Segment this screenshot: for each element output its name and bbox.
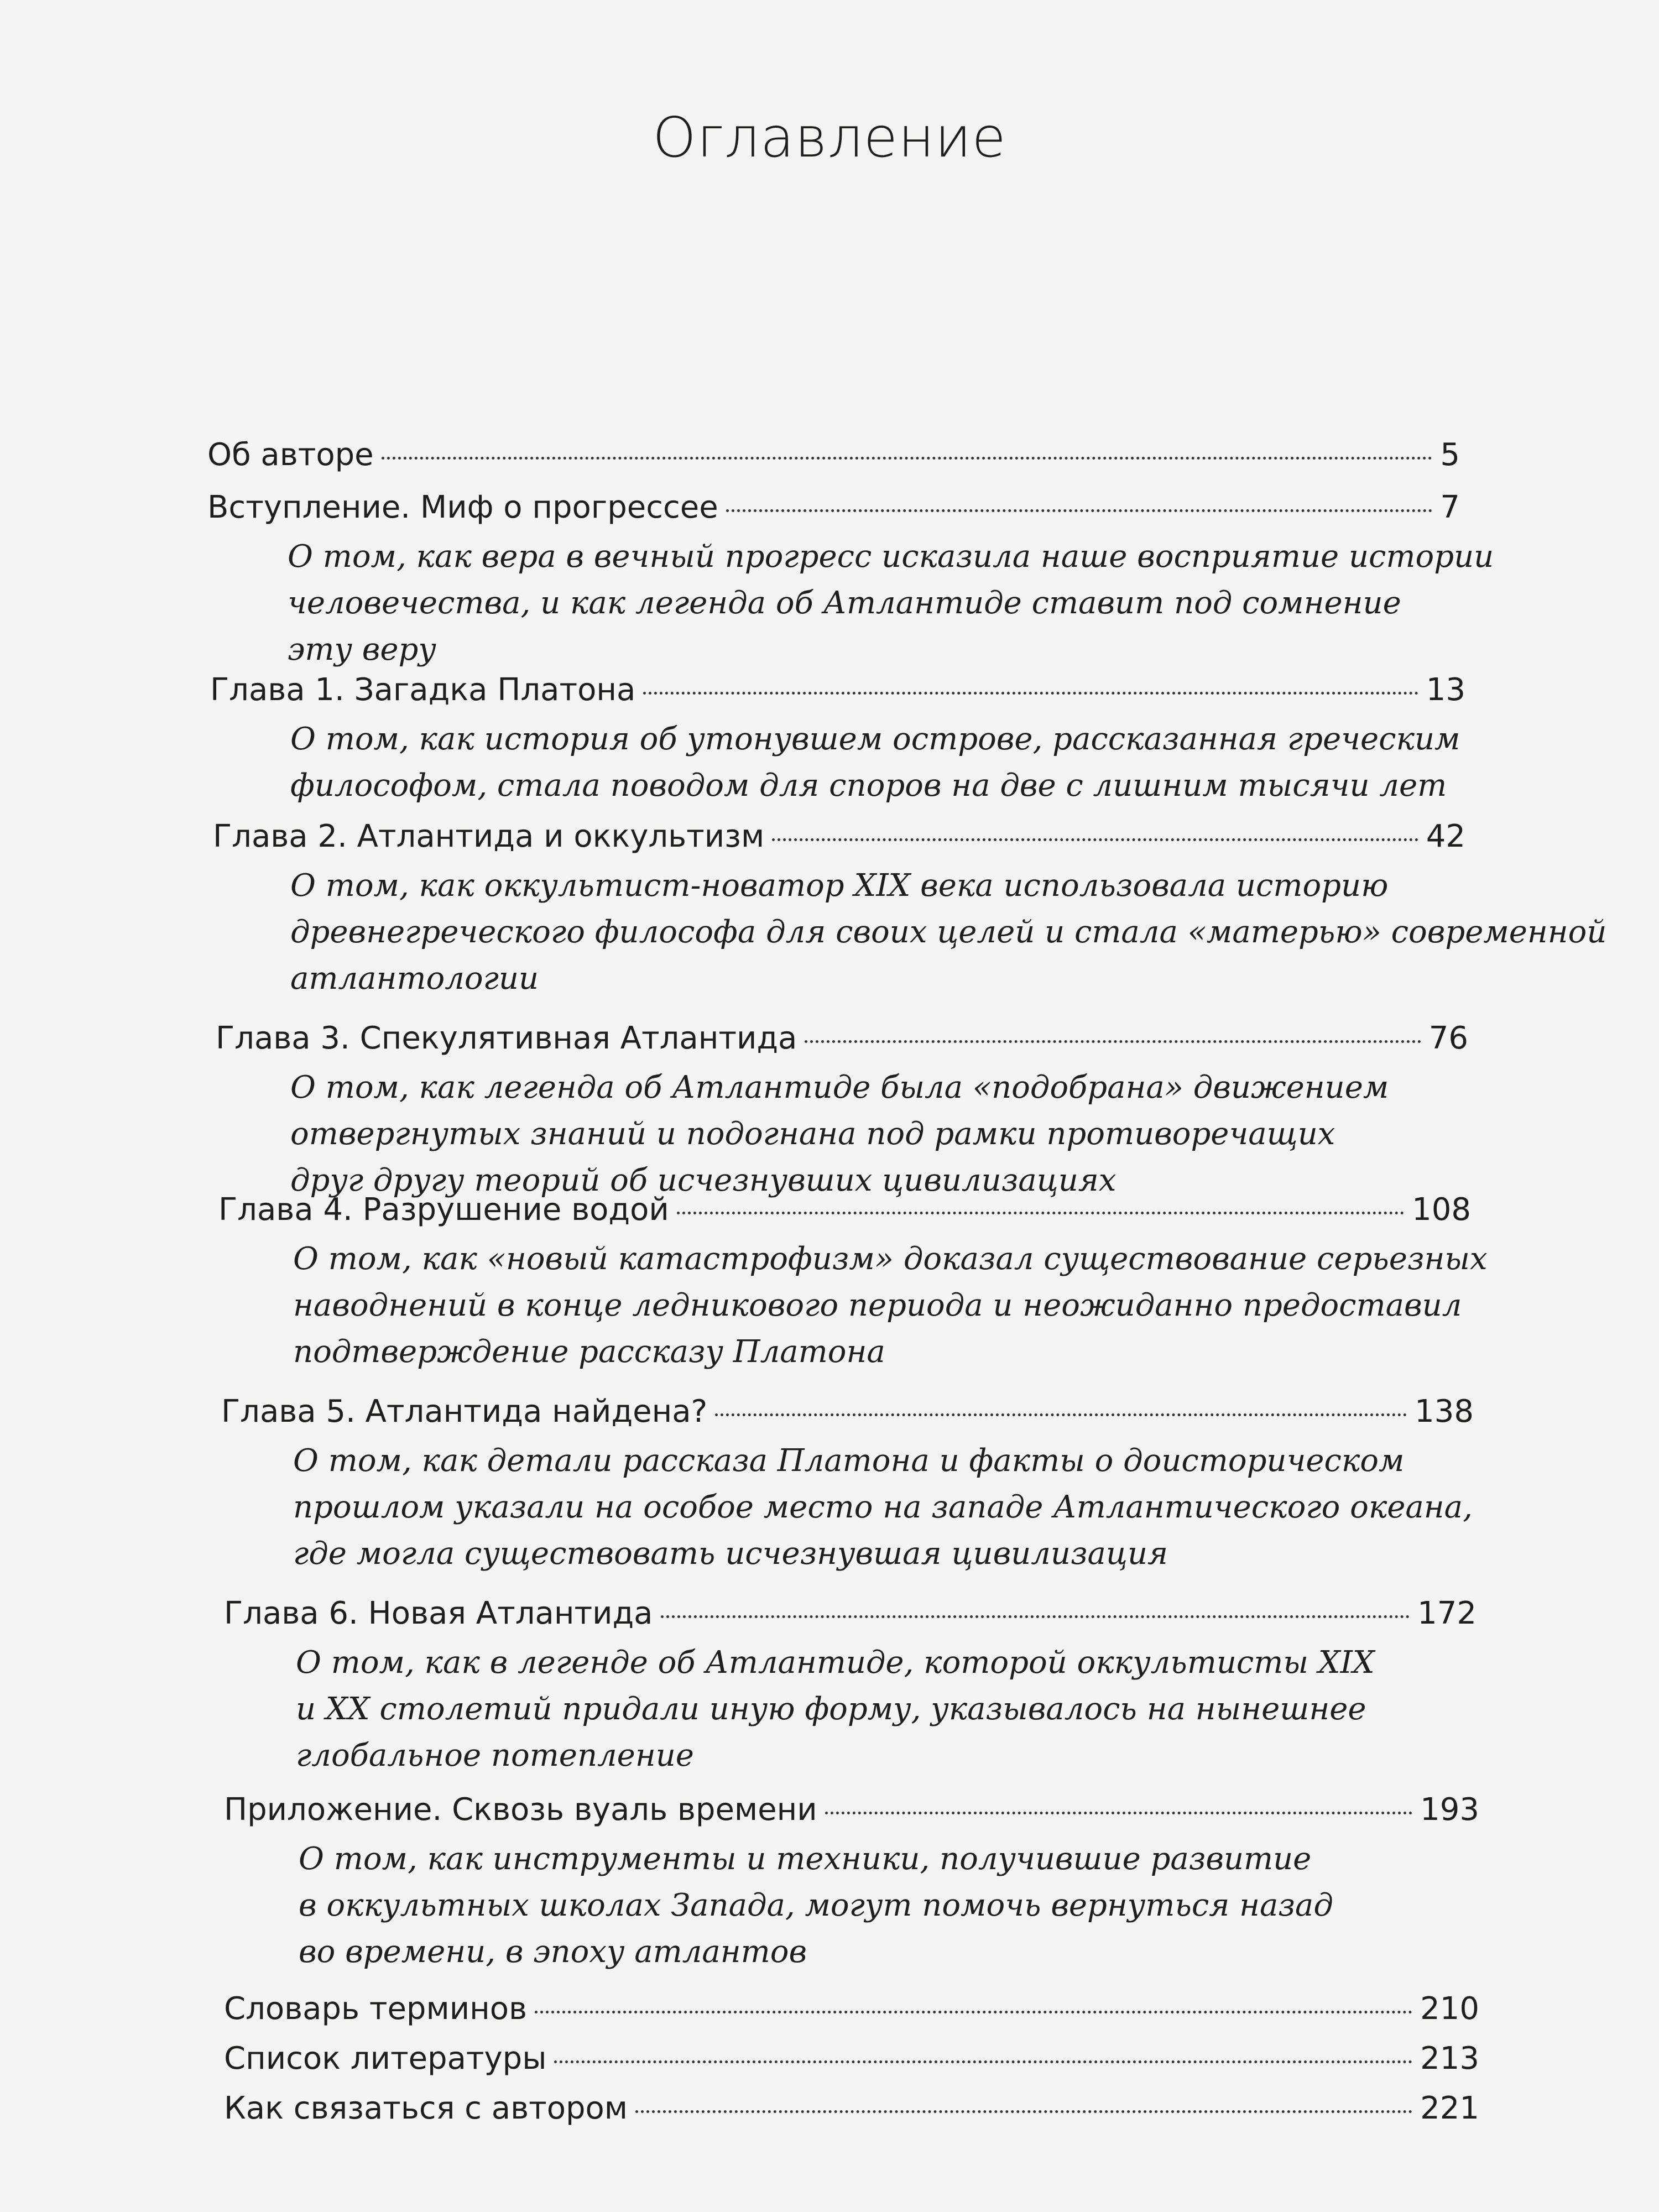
toc-entry	[224, 1991, 1479, 2027]
toc-entry	[207, 489, 1460, 525]
toc-entry-description	[299, 1836, 1333, 1975]
toc-entry-title: Словарь терминов	[224, 1991, 527, 2027]
toc-entry-title: Как связаться с автором	[224, 2090, 628, 2126]
toc-entry-title: Глава 5. Атлантида найдена?	[221, 1394, 708, 1430]
toc-entry-title: Глава 4. Разрушение водой	[218, 1192, 669, 1228]
toc-entry-title: Список литературы	[224, 2041, 547, 2077]
toc-entry-title: Об авторе	[207, 437, 374, 473]
dot-leader	[772, 838, 1418, 841]
description-line: глобальное потепление	[296, 1738, 694, 1773]
toc-entry-page-number: 221	[1420, 2090, 1479, 2126]
description-line: О том, как вера в вечный прогресс исказила наше восприятие истории	[288, 539, 1494, 575]
dot-leader	[726, 509, 1433, 512]
toc-entry-description	[288, 534, 1494, 673]
toc-entry-page-number: 108	[1412, 1192, 1471, 1228]
toc-entry	[218, 1192, 1471, 1228]
toc-entry-title: Приложение. Сквозь вуаль времени	[224, 1792, 817, 1828]
toc-entry-description	[293, 1438, 1473, 1577]
toc-entry-title: Глава 3. Спекулятивная Атлантида	[216, 1020, 797, 1056]
description-line: наводнений в конце ледникового периода и неожиданно предоставил	[293, 1287, 1462, 1323]
description-line: где могла существовать исчезнувшая цивилизация	[293, 1536, 1168, 1572]
description-line: О том, как легенда об Атлантиде была «подобрана» движением	[290, 1070, 1389, 1105]
toc-entry-description	[290, 716, 1460, 809]
dot-leader	[643, 692, 1418, 695]
description-line: прошлом указали на особое место на западе Атлантического океана,	[293, 1489, 1473, 1525]
toc-entry	[224, 1792, 1479, 1828]
toc-entry-page-number: 7	[1440, 489, 1460, 525]
description-line: отвергнутых знаний и подогнана под рамки противоречащих	[290, 1116, 1335, 1152]
toc-entry-description	[290, 863, 1606, 1002]
description-line: О том, как детали рассказа Платона и факты о доисторическом	[293, 1443, 1405, 1479]
description-line: древнегреческого философа для своих целей и стала «матерью» современной	[290, 914, 1607, 950]
description-line: в оккультных школах Запада, могут помочь вернуться назад	[299, 1887, 1333, 1923]
dot-leader	[661, 1615, 1410, 1618]
dot-leader	[535, 2011, 1412, 2013]
toc-entry-page-number: 210	[1420, 1991, 1479, 2027]
dot-leader	[554, 2060, 1412, 2063]
toc-entry-description	[296, 1640, 1375, 1779]
description-line: во времени, в эпоху атлантов	[299, 1934, 807, 1970]
description-line: друг другу теорий об исчезнувших цивилизациях	[290, 1162, 1117, 1198]
toc-entry-page-number: 42	[1426, 818, 1465, 854]
toc-entry-page-number: 138	[1415, 1394, 1474, 1430]
toc-entry-page-number: 13	[1426, 672, 1465, 708]
dot-leader	[382, 457, 1433, 460]
toc-entry-title: Глава 1. Загадка Платона	[210, 672, 636, 708]
description-line: атлантологии	[290, 961, 539, 997]
page-title: Оглавление	[653, 105, 1006, 170]
toc-entry	[210, 672, 1465, 708]
toc-entry-page-number: 213	[1420, 2041, 1479, 2077]
toc-entry-page-number: 172	[1417, 1595, 1477, 1631]
toc-entry	[207, 437, 1460, 473]
toc-entry	[221, 1394, 1474, 1430]
description-line: и XX столетий придали иную форму, указывалось на нынешнее	[296, 1691, 1366, 1727]
toc-entry-title: Глава 6. Новая Атлантида	[224, 1595, 653, 1631]
description-line: О том, как оккультист-новатор XIX века использовала историю	[290, 868, 1389, 904]
toc-entry-description	[293, 1236, 1488, 1375]
toc-entry-title: Вступление. Миф о прогрессее	[207, 489, 718, 525]
toc-entry	[216, 1020, 1468, 1056]
dot-leader	[715, 1413, 1407, 1416]
dot-leader	[805, 1040, 1421, 1043]
toc-entry-description	[290, 1065, 1389, 1204]
description-line: О том, как история об утонувшем острове, рассказанная греческим	[290, 721, 1460, 757]
description-line: человечества, и как легенда об Атлантиде ставит под сомнение	[288, 585, 1401, 621]
description-line: подтверждение рассказу Платона	[293, 1334, 885, 1370]
toc-entry-title: Глава 2. Атлантида и оккультизм	[213, 818, 765, 854]
description-line: О том, как «новый катастрофизм» доказал существование серьезных	[293, 1241, 1488, 1277]
toc-entry	[224, 2041, 1479, 2077]
description-line: философом, стала поводом для споров на две с лишним тысячи лет	[290, 768, 1447, 804]
toc-entry-page-number: 193	[1420, 1792, 1479, 1828]
description-line: О том, как в легенде об Атлантиде, которой оккультисты XIX	[296, 1645, 1375, 1681]
toc-entry	[224, 2090, 1479, 2126]
dot-leader	[677, 1212, 1404, 1214]
toc-entry	[224, 1595, 1477, 1631]
toc-entry	[213, 818, 1465, 854]
toc-entry-page-number: 5	[1440, 437, 1460, 473]
toc-entry-page-number: 76	[1428, 1020, 1468, 1056]
dot-leader	[825, 1812, 1412, 1814]
description-line: эту веру	[288, 632, 436, 667]
description-line: О том, как инструменты и техники, получившие развитие	[299, 1841, 1312, 1877]
dot-leader	[635, 2110, 1412, 2113]
